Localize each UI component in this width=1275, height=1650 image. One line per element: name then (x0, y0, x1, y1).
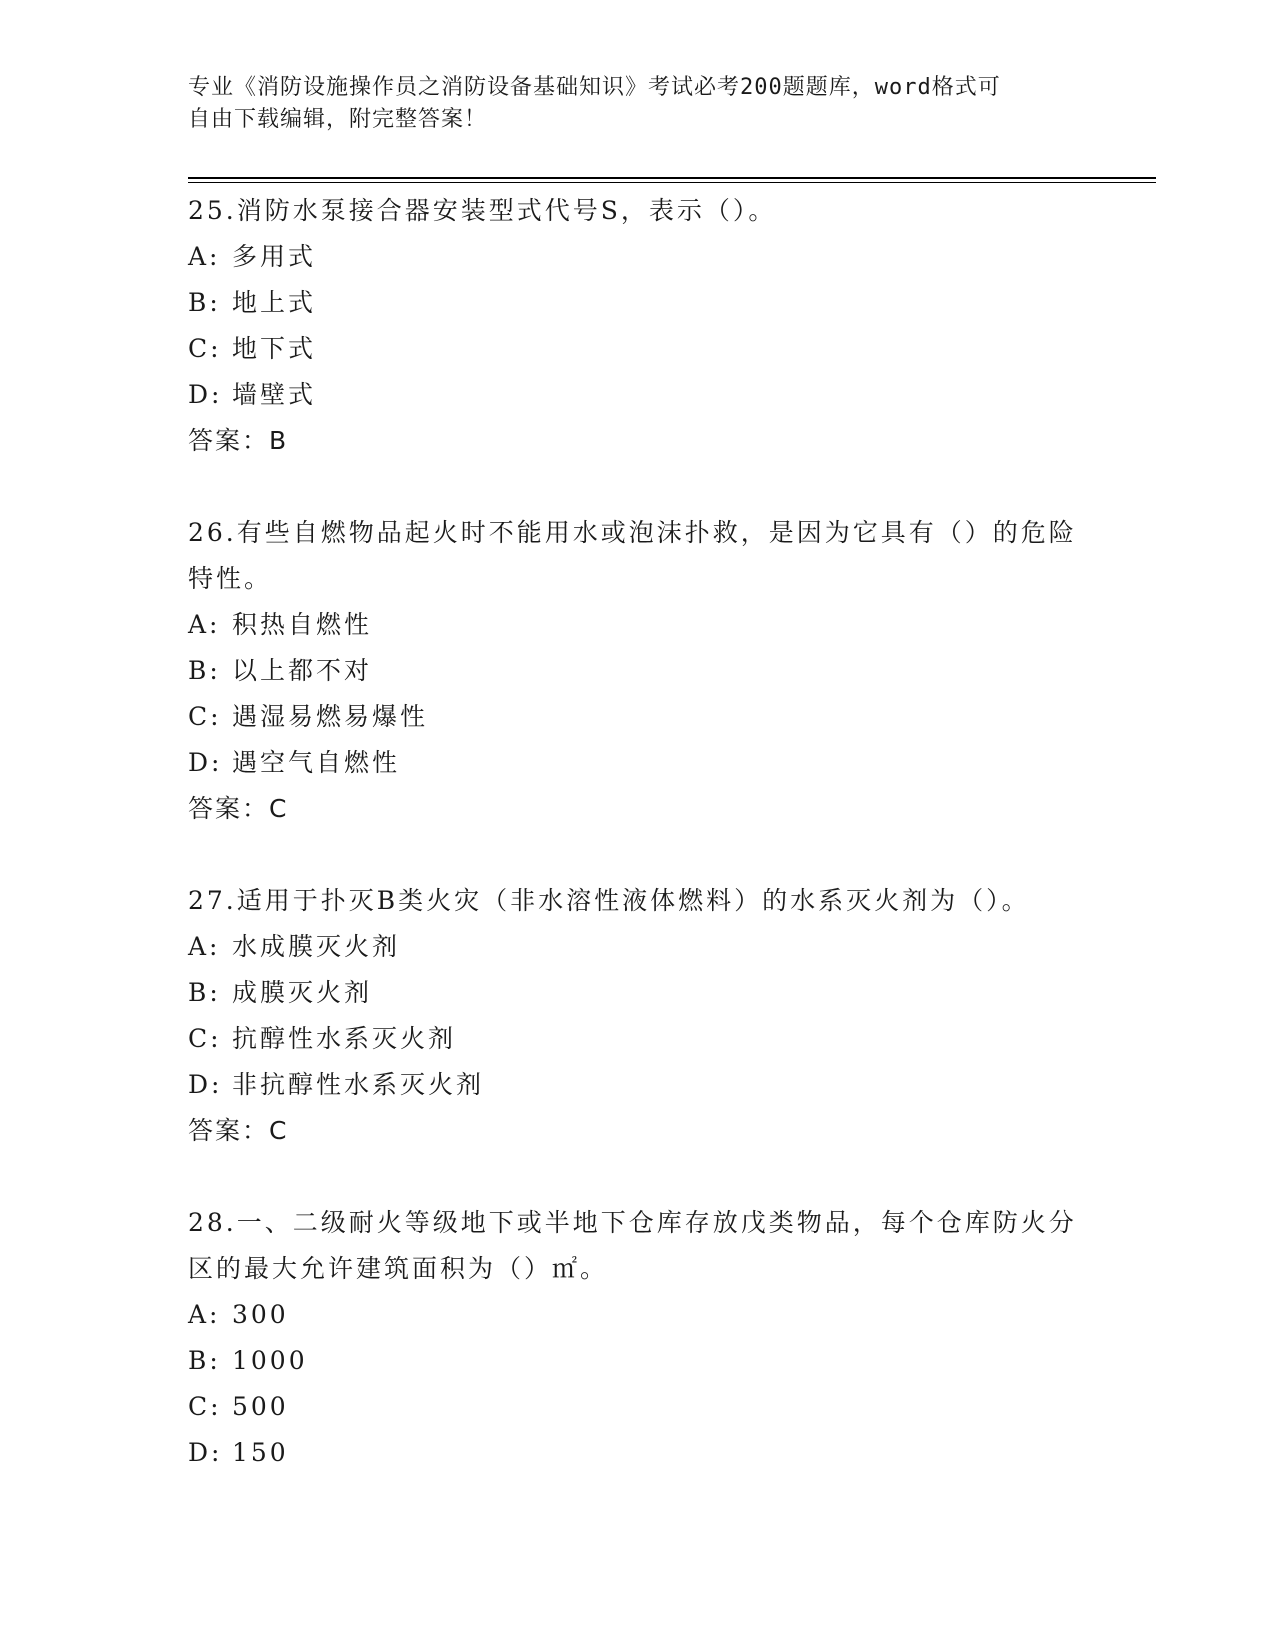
document-header (188, 72, 1068, 136)
option-b (188, 1338, 1088, 1384)
question-text: 27.适用于扑灭B类火灾（非水溶性液体燃料）的水系灭火剂为（）。 (188, 886, 1030, 915)
option-letter: A: (188, 610, 221, 639)
option-letter: B: (188, 978, 221, 1007)
option-letter: C: (188, 334, 222, 363)
question-text: 26.有些自燃物品起火时不能用水或泡沫扑救，是因为它具有（）的危险特性。 (188, 518, 1077, 593)
option-text: 地下式 (232, 334, 317, 363)
option-b (188, 970, 1088, 1016)
header-divider-thick (188, 177, 1156, 179)
option-letter: C: (188, 1024, 222, 1053)
header-divider-thin (188, 182, 1156, 183)
option-c (188, 1384, 1088, 1430)
option-text: 遇湿易燃易爆性 (232, 702, 429, 731)
question-28 (188, 1200, 1088, 1476)
question-27 (188, 878, 1088, 1154)
option-d (188, 372, 1088, 418)
option-text: 水成膜灭火剂 (232, 932, 401, 961)
question-text: 25.消防水泵接合器安装型式代号S，表示（）。 (188, 196, 777, 225)
option-text: 遇空气自燃性 (232, 748, 401, 777)
option-a (188, 602, 1088, 648)
option-letter: D: (188, 1438, 223, 1467)
option-a (188, 924, 1088, 970)
option-text: 多用式 (232, 242, 317, 271)
option-text: 成膜灭火剂 (232, 978, 373, 1007)
option-c (188, 326, 1088, 372)
option-letter: C: (188, 702, 222, 731)
option-d (188, 1430, 1088, 1476)
header-line-2: 自由下载编辑，附完整答案！ (188, 107, 488, 132)
option-a (188, 1292, 1088, 1338)
option-b (188, 648, 1088, 694)
option-letter: A: (188, 1300, 221, 1329)
option-text: 抗醇性水系灭火剂 (232, 1024, 457, 1053)
option-letter: D: (188, 748, 223, 777)
option-letter: B: (188, 288, 221, 317)
option-letter: D: (188, 380, 223, 409)
answer-line: 答案：C (188, 794, 289, 823)
question-text: 28.一、二级耐火等级地下或半地下仓库存放戊类物品，每个仓库防火分区的最大允许建筑面积为（）㎡。 (188, 1208, 1077, 1283)
question-list (188, 188, 1088, 1522)
option-text: 1000 (232, 1346, 308, 1375)
option-a (188, 234, 1088, 280)
option-text: 300 (232, 1300, 289, 1329)
option-letter: A: (188, 242, 221, 271)
option-text: 墙壁式 (232, 380, 317, 409)
option-d (188, 1062, 1088, 1108)
answer-line: 答案：B (188, 426, 289, 455)
option-d (188, 740, 1088, 786)
option-letter: C: (188, 1392, 222, 1421)
option-c (188, 1016, 1088, 1062)
option-text: 以上都不对 (232, 656, 373, 685)
option-text: 500 (232, 1392, 289, 1421)
option-letter: B: (188, 1346, 221, 1375)
option-text: 非抗醇性水系灭火剂 (232, 1070, 485, 1099)
option-text: 积热自燃性 (232, 610, 373, 639)
answer-line: 答案：C (188, 1116, 289, 1145)
option-c (188, 694, 1088, 740)
option-letter: D: (188, 1070, 223, 1099)
option-letter: A: (188, 932, 221, 961)
question-26 (188, 510, 1088, 832)
question-25 (188, 188, 1088, 464)
option-b (188, 280, 1088, 326)
option-text: 150 (232, 1438, 289, 1467)
option-letter: B: (188, 656, 221, 685)
header-line-1: 专业《消防设施操作员之消防设备基础知识》考试必考200题题库，word格式可 (188, 75, 1001, 100)
option-text: 地上式 (232, 288, 317, 317)
